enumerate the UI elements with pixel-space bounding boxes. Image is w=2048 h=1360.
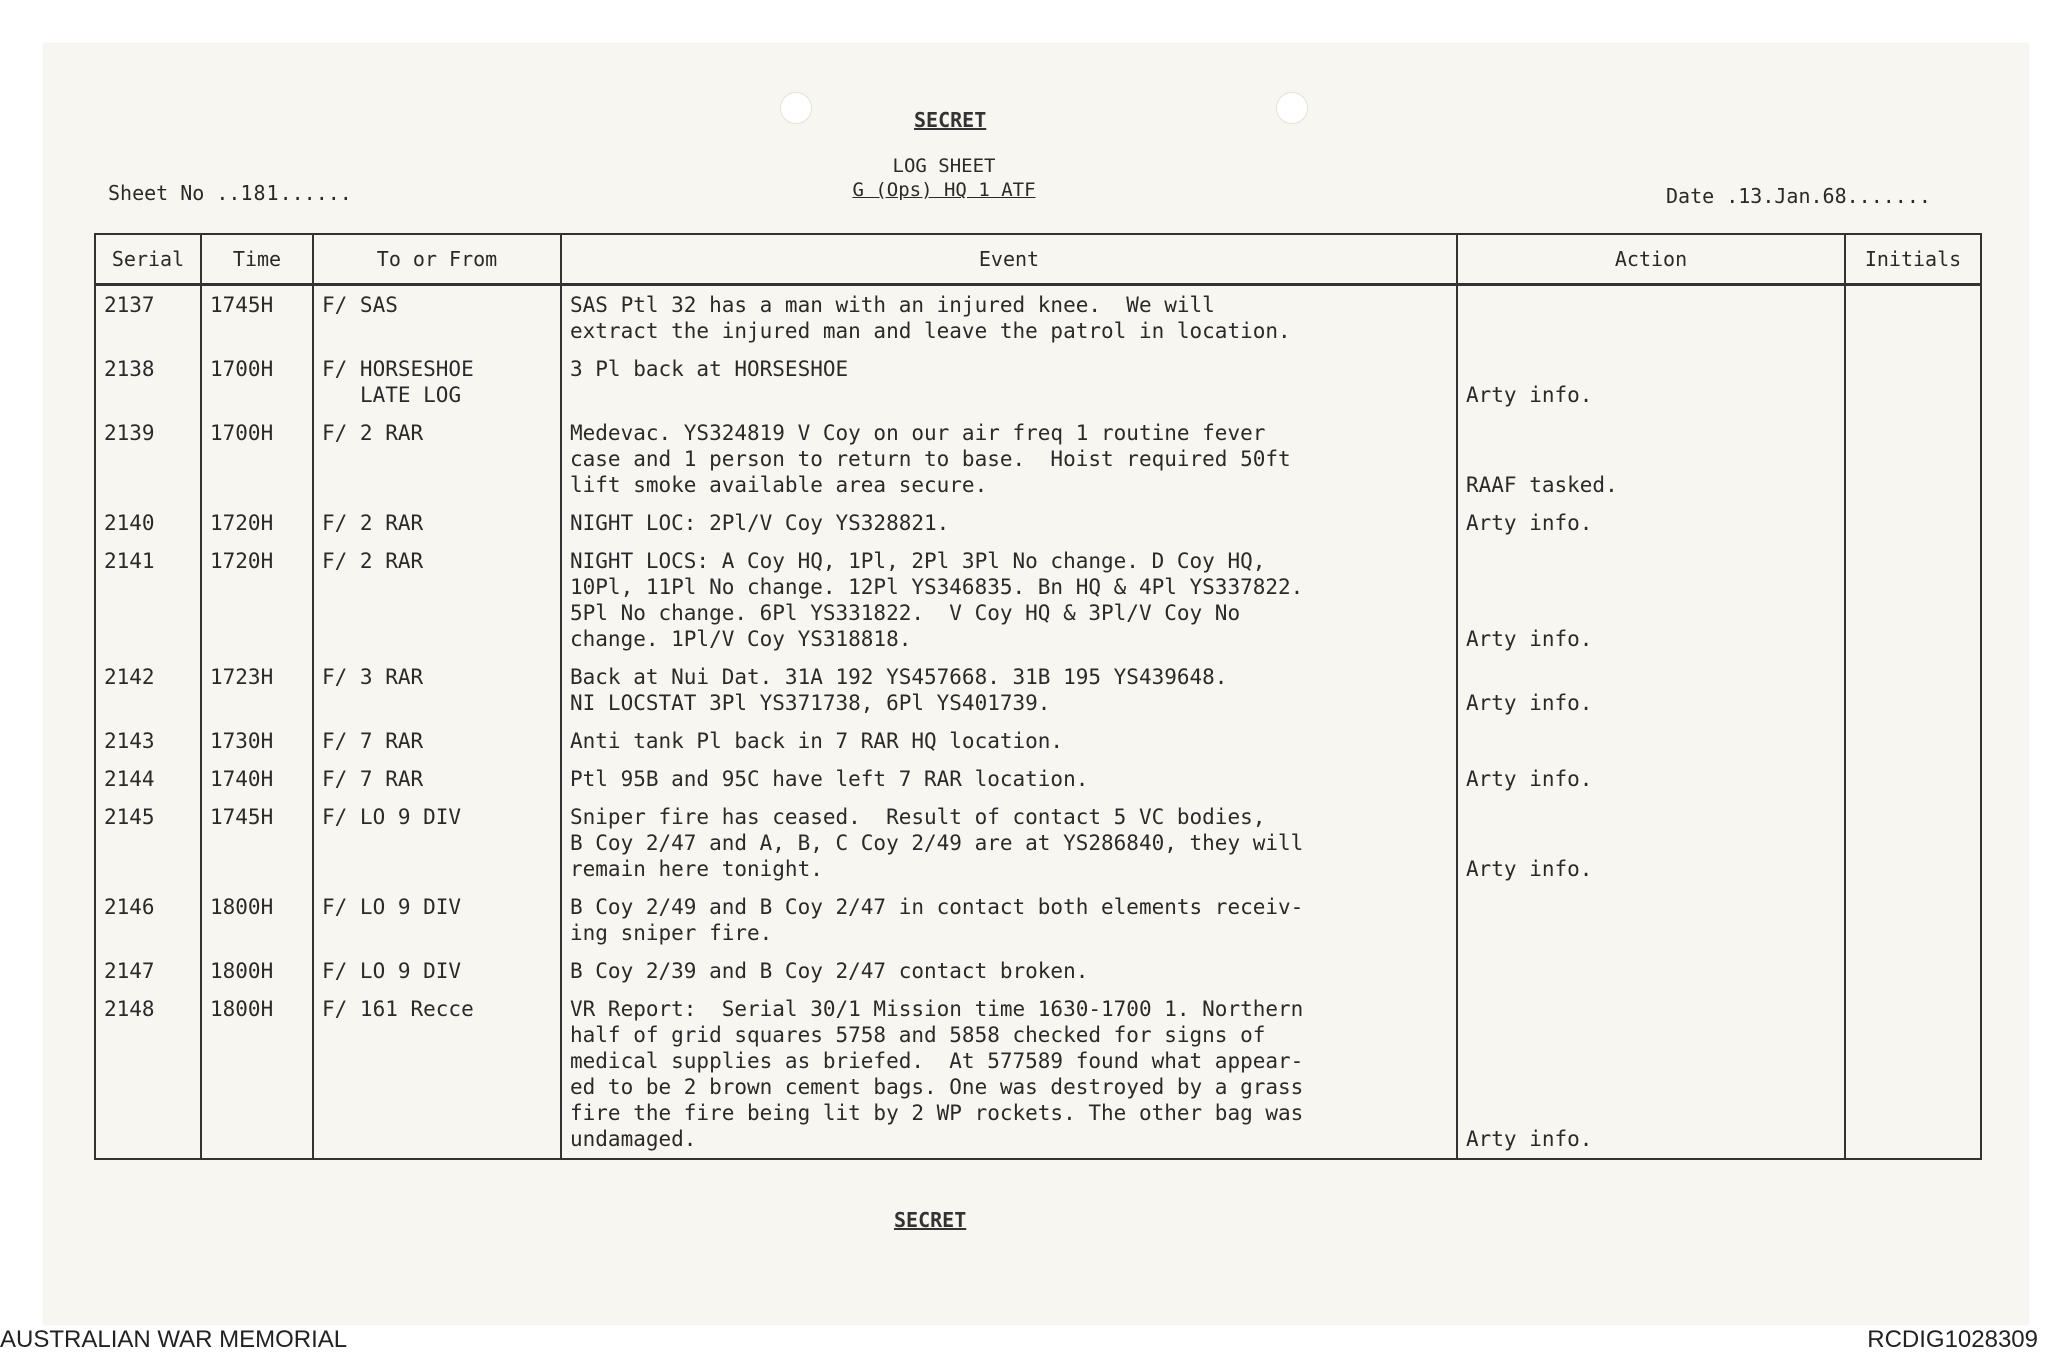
action-cell: Arty info. [1457, 542, 1845, 658]
table-row [95, 952, 1981, 990]
to-or-from-cell: F/ 2 RAR [313, 504, 561, 542]
event-cell: NIGHT LOC: 2Pl/V Coy YS328821. [561, 504, 1457, 542]
table-row [95, 888, 1981, 952]
serial-cell: 2145 [95, 798, 201, 888]
to-or-from-cell: F/ 161 Recce [313, 990, 561, 1159]
serial-cell: 2137 [95, 285, 201, 351]
serial-cell: 2144 [95, 760, 201, 798]
to-or-from-cell: F/ LO 9 DIV [313, 798, 561, 888]
time-cell: 1800H [201, 990, 313, 1159]
initials-cell [1845, 504, 1981, 542]
table-row [95, 542, 1981, 658]
time-cell: 1745H [201, 798, 313, 888]
header-initials: Initials [1845, 234, 1981, 285]
to-or-from-cell: F/ 7 RAR [313, 760, 561, 798]
log-table-body [95, 285, 1981, 1160]
sheet-number-dots: ...... [279, 181, 352, 205]
event-cell: Anti tank Pl back in 7 RAR HQ location. [561, 722, 1457, 760]
to-or-from-cell: F/ HORSESHOE LATE LOG [313, 350, 561, 414]
footer-source: AUSTRALIAN WAR MEMORIAL [0, 1326, 348, 1353]
table-row [95, 798, 1981, 888]
serial-cell: 2141 [95, 542, 201, 658]
table-row [95, 990, 1981, 1159]
initials-cell [1845, 285, 1981, 351]
title-block [834, 154, 1054, 202]
event-cell: VR Report: Serial 30/1 Mission time 1630-1700 1. Northern half of grid squares 5758 and 5858 checked for signs of medical supplies as briefed. At 577589 found what appear- ed to be 2 brown cement bags. One was destroyed by a grass fire the fire being lit by 2 WP rockets. The other bag was undamaged. [561, 990, 1457, 1159]
to-or-from-cell: F/ LO 9 DIV [313, 952, 561, 990]
time-cell: 1730H [201, 722, 313, 760]
table-row [95, 285, 1981, 351]
to-or-from-cell: F/ 2 RAR [313, 414, 561, 504]
event-cell: SAS Ptl 32 has a man with an injured knee. We will extract the injured man and leave the patrol in location. [561, 285, 1457, 351]
header-action: Action [1457, 234, 1845, 285]
table-row [95, 504, 1981, 542]
header-event: Event [561, 234, 1457, 285]
classification-top: SECRET [914, 108, 987, 132]
document-sheet [44, 44, 2028, 1324]
header-serial: Serial [95, 234, 201, 285]
action-cell: Arty info. [1457, 350, 1845, 414]
action-cell: Arty info. [1457, 990, 1845, 1159]
header-time: Time [201, 234, 313, 285]
to-or-from-cell: F/ SAS [313, 285, 561, 351]
footer-id: RCDIG1028309 [1867, 1326, 2038, 1353]
time-cell: 1700H [201, 350, 313, 414]
event-cell: B Coy 2/49 and B Coy 2/47 in contact both elements receiv- ing sniper fire. [561, 888, 1457, 952]
time-cell: 1740H [201, 760, 313, 798]
serial-cell: 2140 [95, 504, 201, 542]
event-cell: B Coy 2/39 and B Coy 2/47 contact broken. [561, 952, 1457, 990]
table-row [95, 350, 1981, 414]
title-line-1: LOG SHEET [892, 155, 996, 177]
action-cell [1457, 285, 1845, 351]
time-cell: 1723H [201, 658, 313, 722]
table-row [95, 722, 1981, 760]
action-cell: RAAF tasked. [1457, 414, 1845, 504]
event-cell: NIGHT LOCS: A Coy HQ, 1Pl, 2Pl 3Pl No change. D Coy HQ, 10Pl, 11Pl No change. 12Pl YS346835. Bn HQ & 4Pl YS337822. 5Pl No change. 6Pl YS331822. V Coy HQ & 3Pl/V Coy No change. 1Pl/V Coy YS318818. [561, 542, 1457, 658]
date-label: Date . [1666, 184, 1739, 208]
to-or-from-cell: F/ 3 RAR [313, 658, 561, 722]
date-dots: ....... [1846, 184, 1931, 208]
time-cell: 1720H [201, 504, 313, 542]
initials-cell [1845, 658, 1981, 722]
action-cell [1457, 888, 1845, 952]
time-cell: 1745H [201, 285, 313, 351]
table-row [95, 658, 1981, 722]
initials-cell [1845, 990, 1981, 1159]
action-cell: Arty info. [1457, 798, 1845, 888]
action-cell: Arty info. [1457, 760, 1845, 798]
initials-cell [1845, 760, 1981, 798]
initials-cell [1845, 798, 1981, 888]
serial-cell: 2146 [95, 888, 201, 952]
action-cell: Arty info. [1457, 658, 1845, 722]
header-to-or-from: To or From [313, 234, 561, 285]
time-cell: 1700H [201, 414, 313, 504]
punch-hole [1276, 92, 1308, 124]
date-value: 13.Jan.68 [1738, 184, 1847, 208]
to-or-from-cell: F/ LO 9 DIV [313, 888, 561, 952]
event-cell: 3 Pl back at HORSESHOE [561, 350, 1457, 414]
event-cell: Medevac. YS324819 V Coy on our air freq 1 routine fever case and 1 person to return to base. Hoist required 50ft lift smoke available area secure. [561, 414, 1457, 504]
serial-cell: 2142 [95, 658, 201, 722]
punch-hole [780, 92, 812, 124]
event-cell: Back at Nui Dat. 31A 192 YS457668. 31B 195 YS439648. NI LOCSTAT 3Pl YS371738, 6Pl YS401739. [561, 658, 1457, 722]
event-cell: Sniper fire has ceased. Result of contact 5 VC bodies, B Coy 2/47 and A, B, C Coy 2/49 are at YS286840, they will remain here tonight. [561, 798, 1457, 888]
sheet-number [108, 181, 352, 205]
serial-cell: 2139 [95, 414, 201, 504]
serial-cell: 2148 [95, 990, 201, 1159]
time-cell: 1800H [201, 888, 313, 952]
date-field [1666, 184, 1931, 208]
serial-cell: 2138 [95, 350, 201, 414]
action-cell [1457, 722, 1845, 760]
action-cell: Arty info. [1457, 504, 1845, 542]
table-row [95, 414, 1981, 504]
event-cell: Ptl 95B and 95C have left 7 RAR location. [561, 760, 1457, 798]
table-header-row [95, 234, 1981, 285]
initials-cell [1845, 350, 1981, 414]
to-or-from-cell: F/ 2 RAR [313, 542, 561, 658]
initials-cell [1845, 542, 1981, 658]
sheet-number-label: Sheet No .. [108, 181, 241, 205]
log-table [94, 233, 1982, 1160]
initials-cell [1845, 722, 1981, 760]
initials-cell [1845, 952, 1981, 990]
classification-bottom: SECRET [894, 1208, 967, 1232]
initials-cell [1845, 414, 1981, 504]
to-or-from-cell: F/ 7 RAR [313, 722, 561, 760]
serial-cell: 2143 [95, 722, 201, 760]
time-cell: 1720H [201, 542, 313, 658]
serial-cell: 2147 [95, 952, 201, 990]
initials-cell [1845, 888, 1981, 952]
title-line-2: G (Ops) HQ 1 ATF [852, 179, 1036, 201]
sheet-number-value: 181 [240, 181, 280, 205]
table-row [95, 760, 1981, 798]
action-cell [1457, 952, 1845, 990]
time-cell: 1800H [201, 952, 313, 990]
